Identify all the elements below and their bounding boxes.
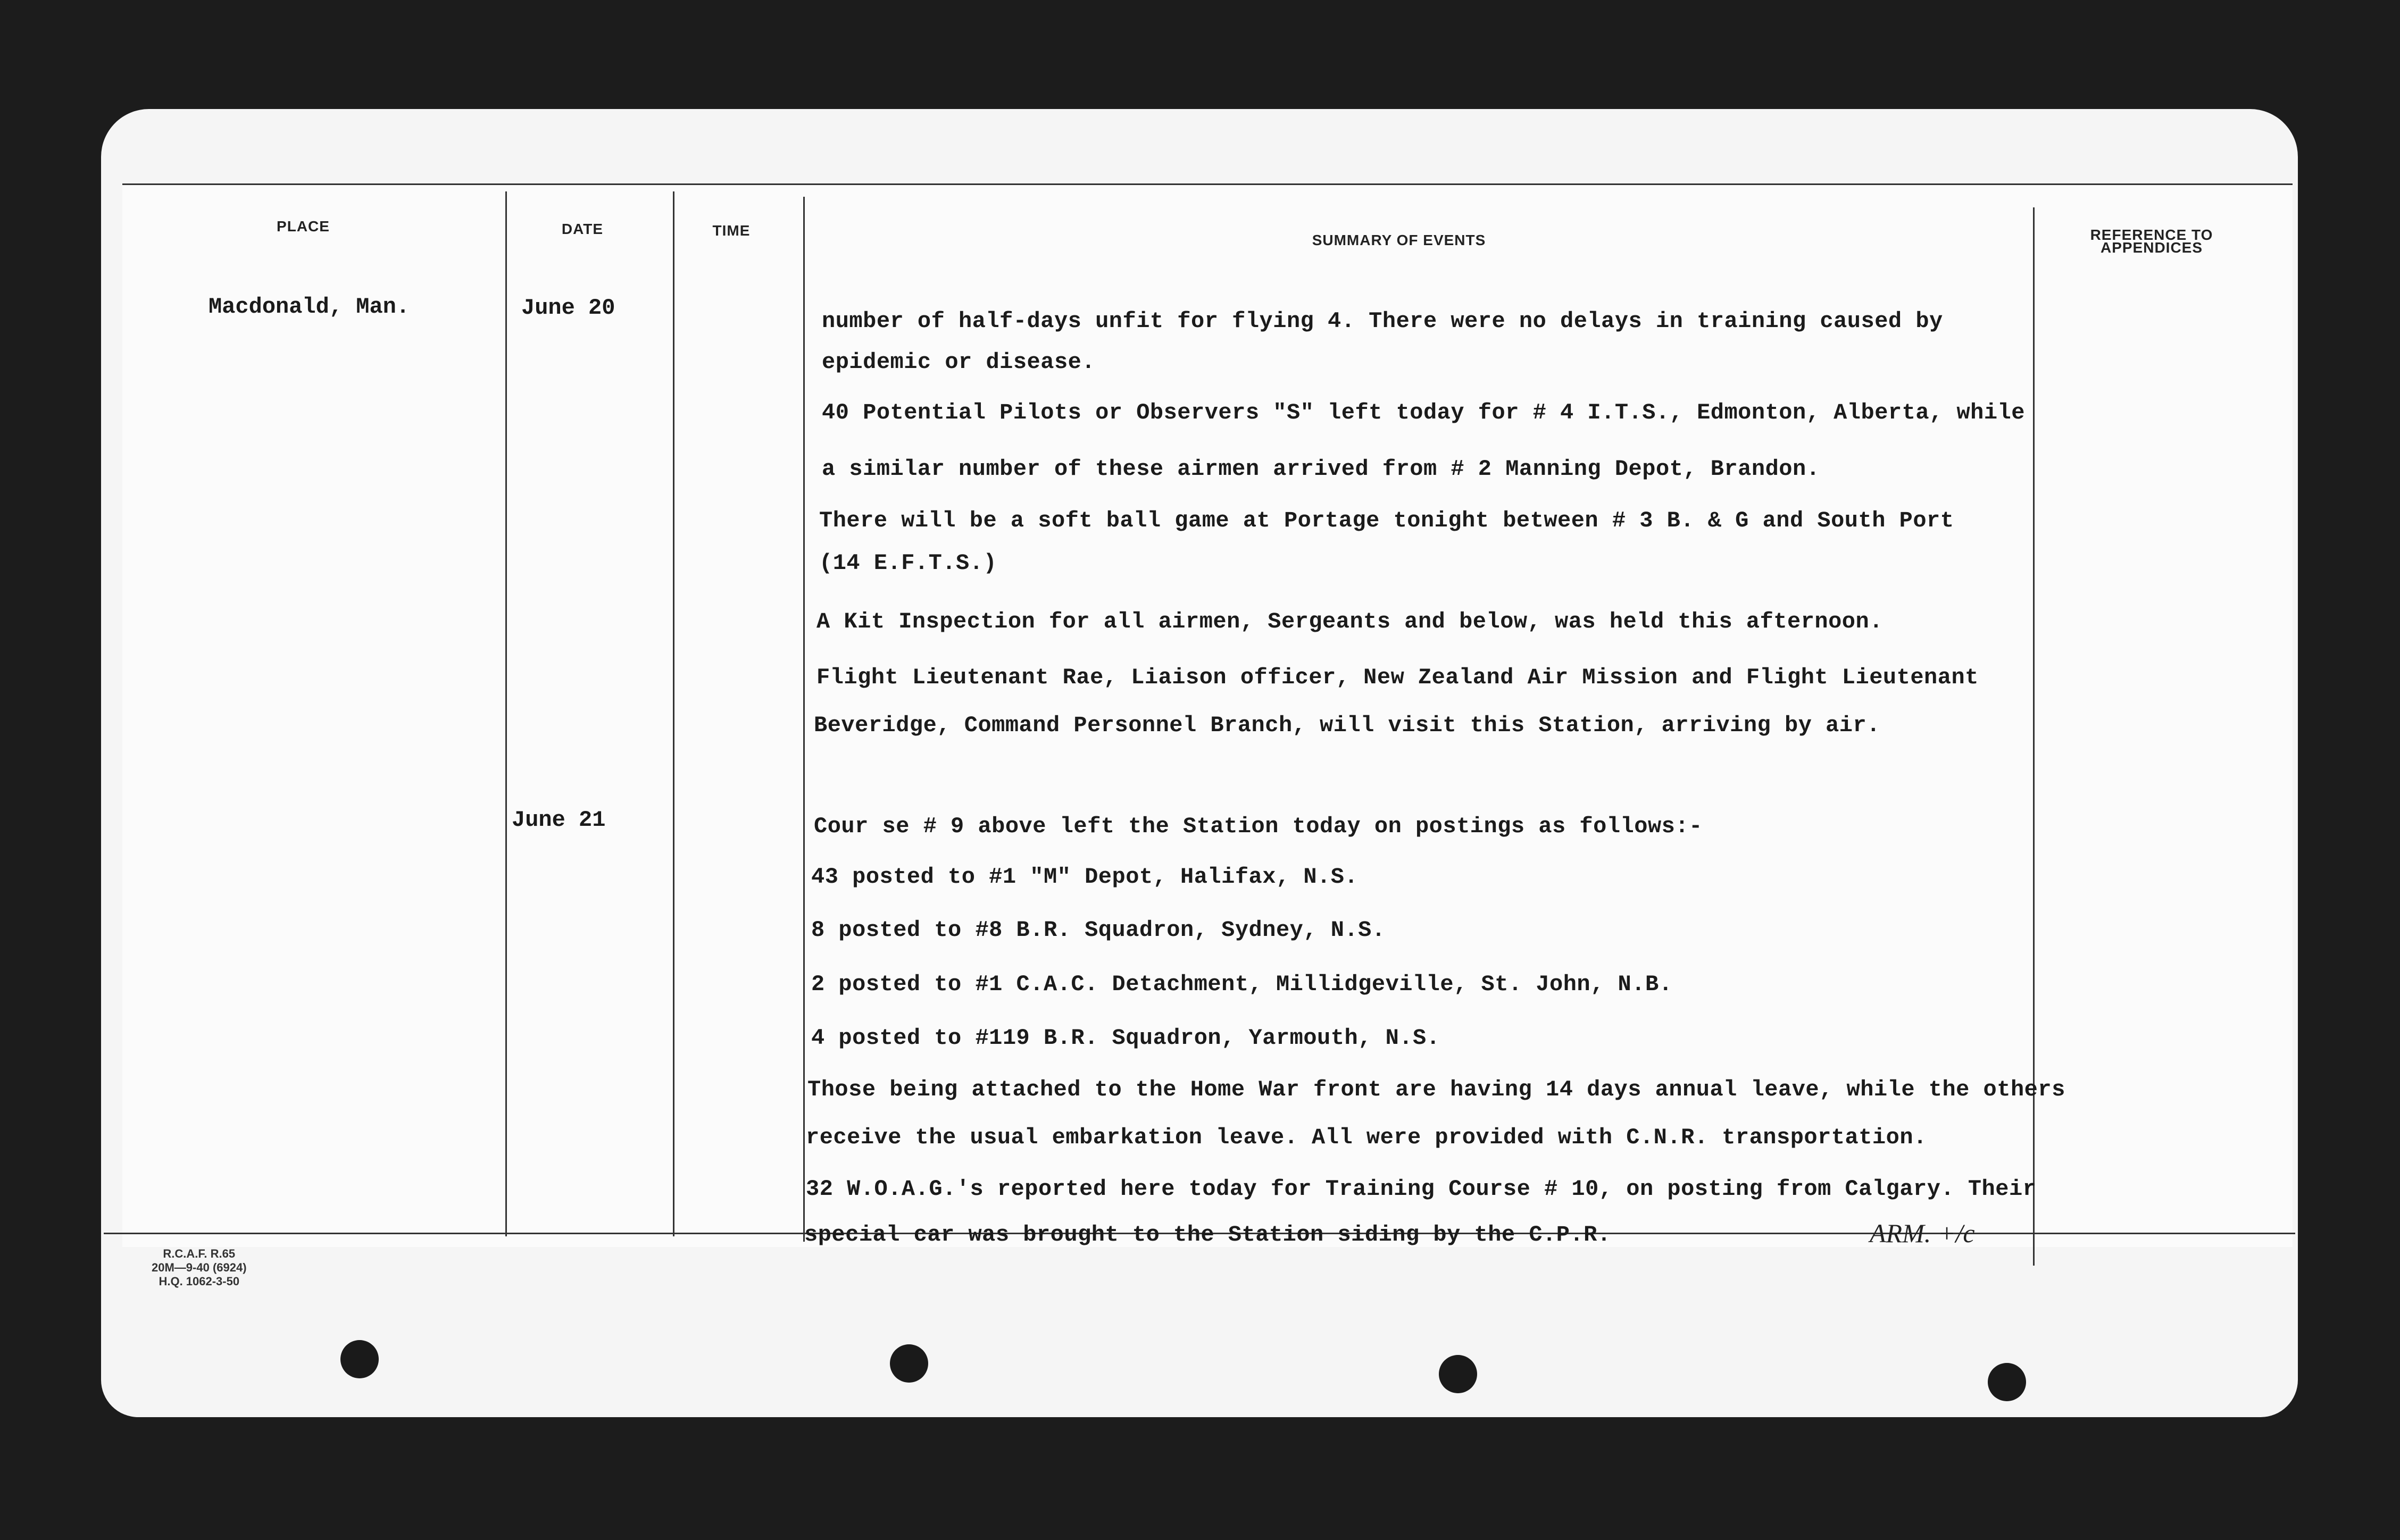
- binder-hole: [1439, 1355, 1477, 1393]
- summary-line: Those being attached to the Home War front are having 14 days annual leave, while the others: [807, 1077, 2065, 1102]
- summary-line: receive the usual embarkation leave. All were provided with C.N.R. transportation.: [806, 1125, 1927, 1150]
- summary-line: 40 Potential Pilots or Observers "S" left today for # 4 I.T.S., Edmonton, Alberta, while: [822, 400, 2025, 425]
- header-reference: REFERENCE TO APPENDICES: [2090, 227, 2213, 256]
- binder-hole: [890, 1344, 928, 1383]
- header-place: PLACE: [277, 218, 330, 235]
- date-cell-june-21: June 21: [512, 807, 606, 833]
- form-print-code: 20M—9-40 (6924): [152, 1261, 247, 1274]
- summary-line: Flight Lieutenant Rae, Liaison officer, New Zealand Air Mission and Flight Lieutenant: [816, 665, 1979, 690]
- form-hq-file: H.Q. 1062-3-50: [159, 1275, 240, 1288]
- column-divider-place-date: [505, 191, 507, 1236]
- column-divider-summary-reference: [2033, 207, 2035, 1266]
- summary-line: special car was brought to the Station siding by the C.P.R.: [804, 1222, 1611, 1248]
- header-time: TIME: [712, 222, 751, 239]
- summary-line: 32 W.O.A.G.'s reported here today for Training Course # 10, on posting from Calgary. Their: [806, 1176, 2037, 1202]
- initials-signature: ARM. +/c: [1870, 1218, 1975, 1248]
- summary-line: 8 posted to #8 B.R. Squadron, Sydney, N.S.: [811, 917, 1386, 943]
- header-date: DATE: [561, 221, 604, 237]
- binder-hole: [1988, 1363, 2026, 1401]
- summary-line: 43 posted to #1 "M" Depot, Halifax, N.S.: [811, 864, 1359, 890]
- summary-line: (14 E.F.T.S.): [819, 550, 997, 576]
- summary-line: Beveridge, Command Personnel Branch, will visit this Station, arriving by air.: [814, 713, 1880, 738]
- date-cell-june-20: June 20: [521, 295, 615, 321]
- header-rule: [122, 183, 2293, 185]
- summary-line: 4 posted to #119 B.R. Squadron, Yarmouth, N.S.: [811, 1025, 1440, 1051]
- summary-line: epidemic or disease.: [822, 349, 1096, 375]
- column-divider-time-summary: [803, 197, 805, 1242]
- header-summary: SUMMARY OF EVENTS: [1312, 232, 1486, 248]
- summary-line: number of half-days unfit for flying 4. There were no delays in training caused by: [822, 308, 1943, 334]
- column-divider-date-time: [673, 191, 674, 1236]
- summary-line: a similar number of these airmen arrived from # 2 Manning Depot, Brandon.: [822, 456, 1820, 482]
- form-number: R.C.A.F. R.65: [163, 1247, 236, 1260]
- summary-line: A Kit Inspection for all airmen, Sergeants and below, was held this afternoon.: [816, 609, 1883, 634]
- summary-line: 2 posted to #1 C.A.C. Detachment, Millidgeville, St. John, N.B.: [811, 972, 1673, 997]
- summary-line: Cour se # 9 above left the Station today on postings as follows:-: [814, 814, 1703, 839]
- summary-line: There will be a soft ball game at Portage tonight between # 3 B. & G and South Port: [819, 508, 1954, 533]
- place-cell: Macdonald, Man.: [209, 294, 410, 320]
- binder-hole: [340, 1340, 379, 1378]
- form-identification: [152, 1247, 247, 1288]
